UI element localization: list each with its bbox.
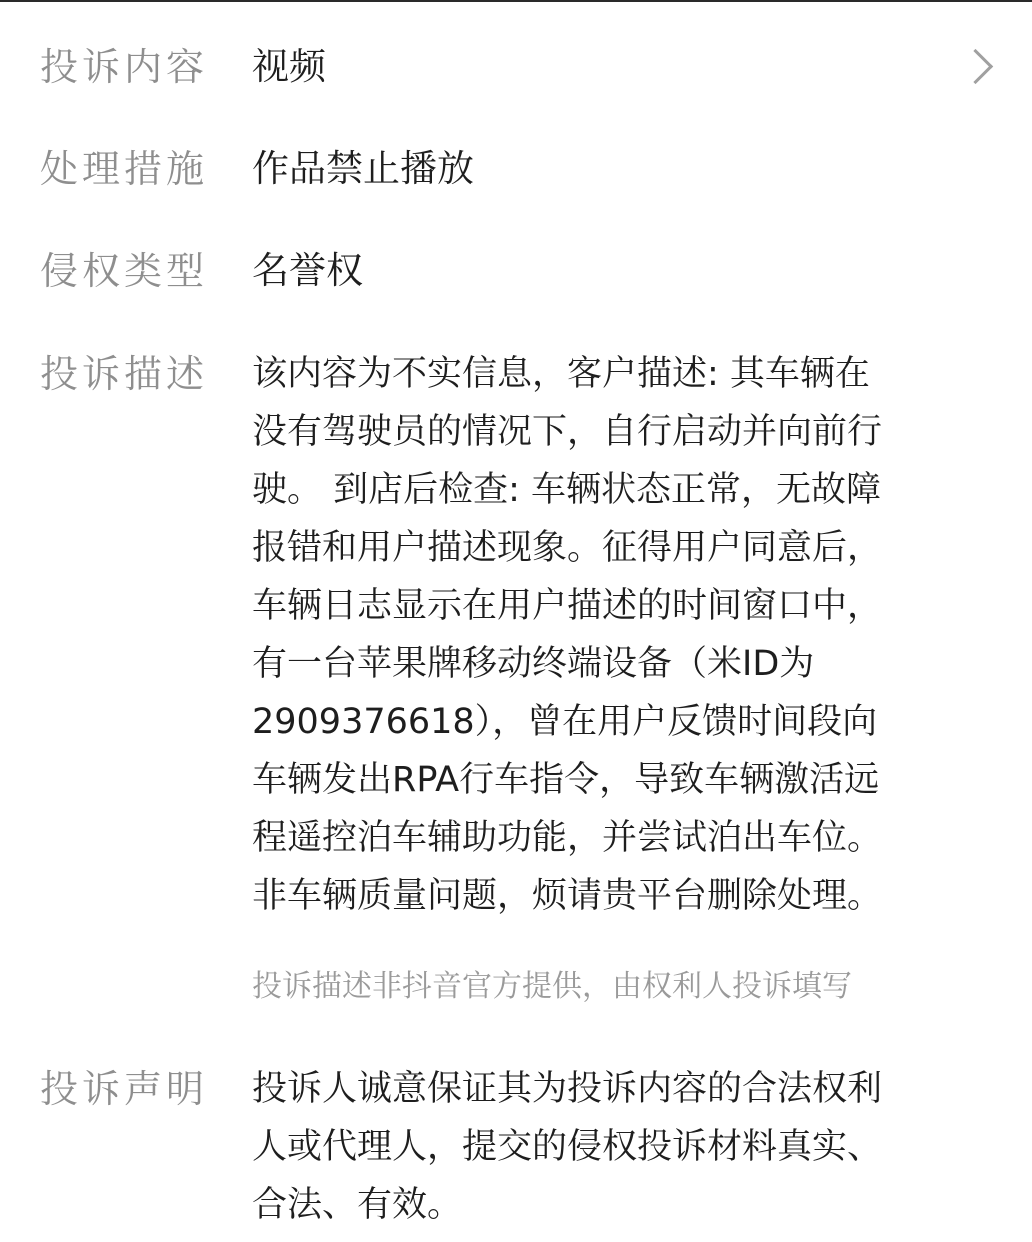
description-line: 非车辆质量问题，烦请贵平台删除处理。 bbox=[252, 876, 883, 916]
description-line: 车辆发出RPA行车指令，导致车辆激活远 bbox=[252, 760, 880, 800]
infringement-type-row bbox=[0, 242, 1032, 312]
top-divider bbox=[0, 0, 1032, 2]
complaint-content-row[interactable] bbox=[0, 36, 1032, 116]
statement-line: 人或代理人，提交的侵权投诉材料真实、 bbox=[252, 1127, 883, 1167]
complaint-content-label: 投诉内容 bbox=[40, 45, 209, 89]
complaint-statement-row bbox=[0, 1060, 1032, 1240]
complaint-description-label: 投诉描述 bbox=[40, 352, 209, 396]
description-line: 程遥控泊车辅助功能，并尝试泊出车位。 bbox=[252, 818, 883, 858]
infringement-type-value: 名誉权 bbox=[252, 249, 363, 292]
chevron-right-icon[interactable] bbox=[958, 49, 993, 84]
description-line: 没有驾驶员的情况下，自行启动并向前行 bbox=[252, 412, 883, 452]
complaint-statement-text bbox=[252, 1060, 982, 1234]
complaint-content-value: 视频 bbox=[252, 45, 326, 88]
description-source-note: 投诉描述非抖音官方提供，由权利人投诉填写 bbox=[252, 969, 852, 1004]
description-line: 驶。 到店后检查: 车辆状态正常，无故障 bbox=[252, 470, 882, 510]
handling-measure-value: 作品禁止播放 bbox=[252, 147, 474, 190]
complaint-description-text bbox=[252, 345, 982, 925]
handling-measure-row bbox=[0, 140, 1032, 210]
statement-line: 投诉人诚意保证其为投诉内容的合法权利 bbox=[252, 1069, 883, 1109]
complaint-statement-label: 投诉声明 bbox=[40, 1067, 209, 1111]
complaint-description-row bbox=[0, 345, 1032, 1015]
description-line: 该内容为不实信息，客户描述: 其车辆在 bbox=[252, 354, 870, 394]
description-line: 2909376618），曾在用户反馈时间段向 bbox=[252, 702, 878, 742]
description-line: 车辆日志显示在用户描述的时间窗口中， bbox=[252, 586, 883, 626]
infringement-type-label: 侵权类型 bbox=[40, 249, 209, 293]
statement-line: 合法、有效。 bbox=[252, 1185, 463, 1225]
description-line: 有一台苹果牌移动终端设备（米ID为 bbox=[252, 644, 815, 684]
handling-measure-label: 处理措施 bbox=[40, 147, 209, 191]
description-line: 报错和用户描述现象。征得用户同意后， bbox=[252, 528, 883, 568]
